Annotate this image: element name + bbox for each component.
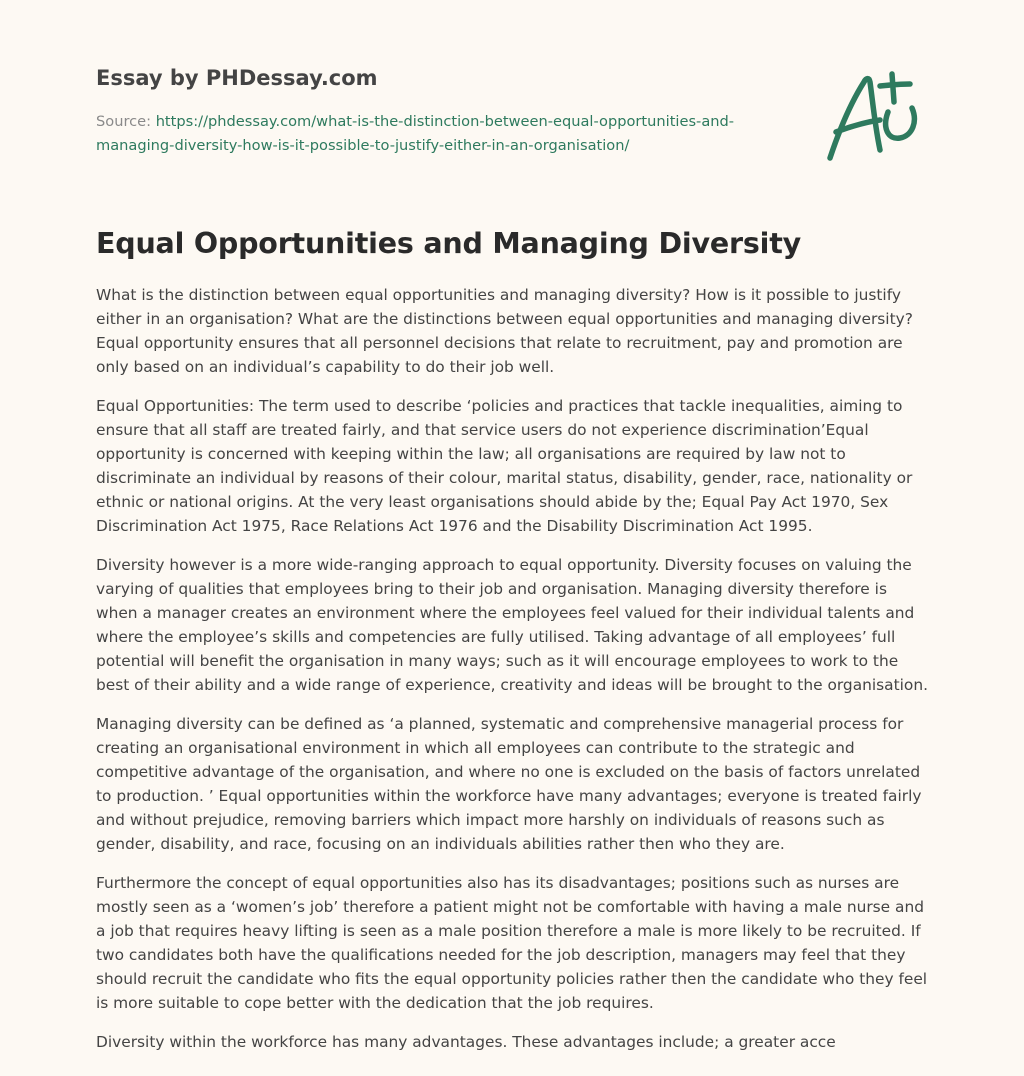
paragraph: Diversity within the workforce has many advantages. These advantages include; a greater acce [96, 1033, 836, 1051]
paragraph: Diversity however is a more wide-ranging approach to equal opportunity. Diversity focuses on valuing the varying of qualities that employees bring to their job and organisation. Managing diversity therefore is when a manager creates an environment where the employees feel valued for their individual talents and where the employee’s skills and competencies are fully utilised. Taking advantage of all employees’ full potential will benefit the organisation in many ways; such as it will encourage employees to work to the best of their ability and a wide range of experience, creativity and ideas will be brought to the organisation. [96, 556, 928, 694]
paragraph: Equal Opportunities: The term used to describe ‘policies and practices that tackle inequalities, aiming to ensure that all staff are treated fairly, and that service users do not experience discrimination’Equal opportunity is concerned with keeping within the law; all organisations are required by law not to discriminate an individual by reasons of their colour, marital status, disability, gender, race, nationality or ethnic or national origins. At the very least organisations should abide by the; Equal Pay Act 1970, Sex Discrimination Act 1975, Race Relations Act 1976 and the Disability Discrimination Act 1995. [96, 397, 913, 535]
paragraph: Furthermore the concept of equal opportunities also has its disadvantages; positions such as nurses are mostly seen as a ‘women’s job’ therefore a patient might not be comfortable with having a male nurse and a job that requires heavy lifting is seen as a male position therefore a male is more likely to be recruited. If two candidates both have the qualifications needed for the job description, managers may feel that they should recruit the candidate who fits the equal opportunity policies rather then the candidate who they feel is more suitable to cope better with the dedication that the job requires. [96, 874, 928, 1012]
source-link-line-1[interactable]: https://phdessay.com/what-is-the-distinction-between-equal-opportunities-and- [155, 113, 735, 130]
paragraph: Managing diversity can be defined as ‘a planned, systematic and comprehensive managerial process for creating an organisational environment in which all employees can contribute to the strategic and competitive advantage of the organisation, and where no one is excluded on the basis of factors unrelated to production. ’ Equal opportunities within the workforce have many advantages; everyone is treated fairly and without prejudice, removing barriers which impact more harshly on individuals of reasons such as gender, disability, and race, focusing on an individuals abilities rather then who they are. [96, 715, 922, 853]
source-link-line-2[interactable]: managing-diversity-how-is-it-possible-to-justify-either-in-an-organisation/ [96, 137, 630, 154]
site-brand: Essay by PHDessay.com [96, 66, 378, 90]
paragraph: What is the distinction between equal opportunities and managing diversity? How is it possible to justify either in an organisation? What are the distinctions between equal opportunities and managing diversity? Equal opportunity ensures that all personnel decisions that relate to recruitment, pay and promotion are only based on an individual’s capability to do their job well. [96, 286, 913, 376]
source-line [96, 110, 796, 158]
source-link[interactable] [96, 113, 734, 154]
page-header [96, 62, 796, 158]
article-body [96, 283, 932, 1069]
a-plus-grade-icon [820, 64, 930, 168]
article-title: Equal Opportunities and Managing Diversity [96, 227, 801, 260]
source-label: Source: [96, 113, 156, 130]
